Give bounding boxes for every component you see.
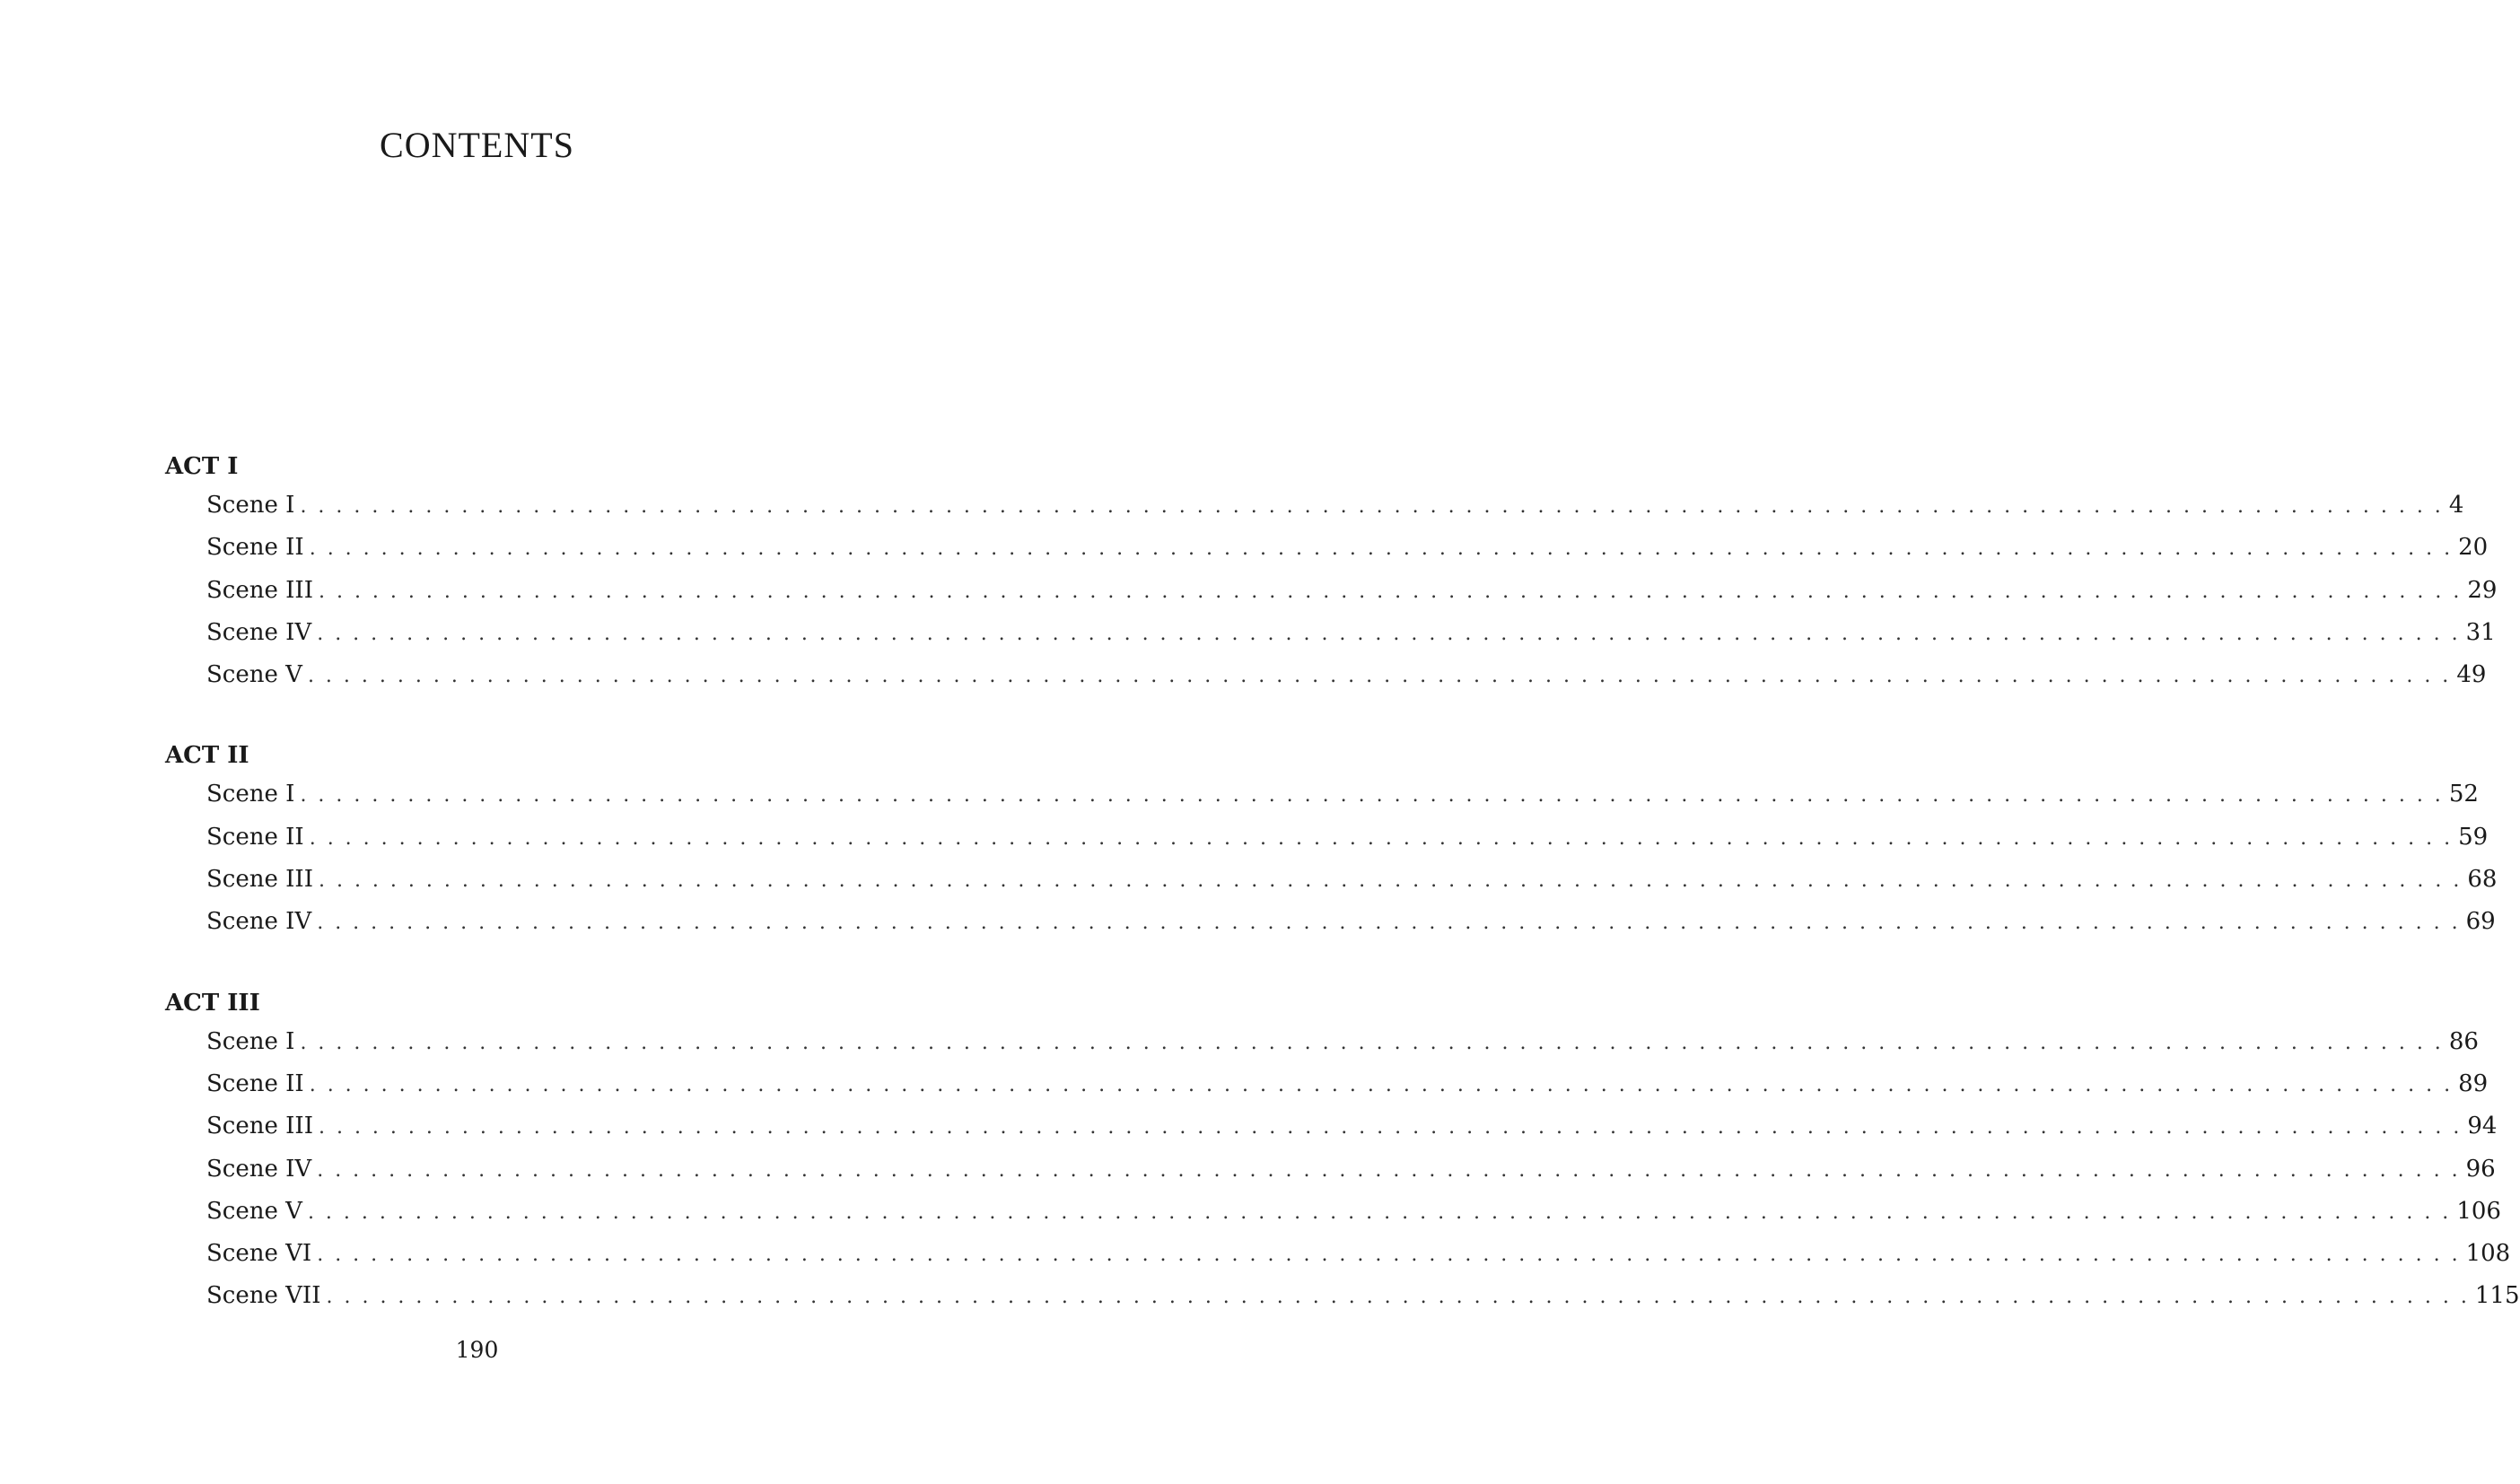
scene-label: Scene III	[206, 576, 313, 604]
toc-entry[interactable]	[206, 570, 2498, 612]
scene-label: Scene III	[206, 1113, 313, 1140]
dot-leader: . . . . . . . . . . . . . . . . . . . . . . . . . . . . . . . . . . . . . . . . . . . . . . . . . . . . . . . . . . . . . . . . . . . . . . . . . . . . . . . . . . . . . . . . . . . . . . . . . . . . . . . . . . . . . . . . . . . . . . . .	[309, 537, 2454, 561]
page-ref: 106	[2456, 1197, 2501, 1225]
toc-entry[interactable]	[206, 1191, 2501, 1233]
scene-label: Scene IV	[206, 1155, 312, 1183]
dot-leader: . . . . . . . . . . . . . . . . . . . . . . . . . . . . . . . . . . . . . . . . . . . . . . . . . . . . . . . . . . . . . . . . . . . . . . . . . . . . . . . . . . . . . . . . . . . . . . . . . . . . . . . . . . . . . . . . . . . . . . . .	[317, 622, 2461, 645]
scene-label: Scene II	[206, 534, 304, 562]
toc-entry[interactable]	[206, 901, 2496, 943]
dot-leader: . . . . . . . . . . . . . . . . . . . . . . . . . . . . . . . . . . . . . . . . . . . . . . . . . . . . . . . . . . . . . . . . . . . . . . . . . . . . . . . . . . . . . . . . . . . . . . . . . . . . . . . . . . . . . . . . . . . . . . . .	[318, 1116, 2463, 1139]
toc-entry[interactable]	[206, 1233, 2511, 1275]
toc-entry[interactable]	[206, 654, 2487, 696]
page-ref: 115	[2474, 1282, 2520, 1310]
dot-leader: . . . . . . . . . . . . . . . . . . . . . . . . . . . . . . . . . . . . . . . . . . . . . . . . . . . . . . . . . . . . . . . . . . . . . . . . . . . . . . . . . . . . . . . . . . . . . . . . . . . . . . . . . . . . . . . . . . . . . . . .	[318, 869, 2463, 893]
toc-entry[interactable]	[206, 1063, 2489, 1105]
page-ref: 59	[2458, 823, 2489, 851]
page-ref: 86	[2448, 1027, 2479, 1055]
scene-label: Scene VII	[206, 1282, 321, 1310]
page-ref: 49	[2456, 661, 2487, 689]
toc-entry[interactable]	[206, 1148, 2496, 1191]
page-ref: 108	[2465, 1240, 2511, 1268]
toc-entry[interactable]	[206, 816, 2489, 859]
table-of-contents	[165, 449, 2520, 1359]
toc-entry[interactable]	[206, 1021, 2479, 1063]
page-ref: 29	[2467, 576, 2498, 604]
toc-entry[interactable]	[206, 612, 2496, 654]
scene-label: Scene I	[206, 781, 295, 808]
page-ref: 4	[2448, 492, 2464, 519]
act-heading: ACT III	[165, 989, 260, 1017]
scene-label: Scene VI	[206, 1240, 312, 1268]
scene-label: Scene II	[206, 1069, 304, 1097]
dot-leader: . . . . . . . . . . . . . . . . . . . . . . . . . . . . . . . . . . . . . . . . . . . . . . . . . . . . . . . . . . . . . . . . . . . . . . . . . . . . . . . . . . . . . . . . . . . . . . . . . . . . . . . . . . . . . . . . . . . . . . . .	[309, 1073, 2454, 1096]
dot-leader: . . . . . . . . . . . . . . . . . . . . . . . . . . . . . . . . . . . . . . . . . . . . . . . . . . . . . . . . . . . . . . . . . . . . . . . . . . . . . . . . . . . . . . . . . . . . . . . . . . . . . . . . . . . . . . . . . . . . . . . .	[307, 665, 2452, 688]
toc-entry[interactable]	[206, 1275, 2520, 1317]
page-ref: 69	[2465, 908, 2496, 936]
page-ref: 89	[2458, 1069, 2489, 1097]
toc-entry[interactable]	[206, 1105, 2498, 1148]
dot-leader: . . . . . . . . . . . . . . . . . . . . . . . . . . . . . . . . . . . . . . . . . . . . . . . . . . . . . . . . . . . . . . . . . . . . . . . . . . . . . . . . . . . . . . . . . . . . . . . . . . . . . . . . . . . . . . . . . . . . . . . .	[317, 1244, 2461, 1267]
dot-leader: . . . . . . . . . . . . . . . . . . . . . . . . . . . . . . . . . . . . . . . . . . . . . . . . . . . . . . . . . . . . . . . . . . . . . . . . . . . . . . . . . . . . . . . . . . . . . . . . . . . . . . . . . . . . . . . . . . . . . . . .	[317, 912, 2461, 935]
toc-entry[interactable]	[206, 527, 2489, 569]
scene-label: Scene V	[206, 661, 302, 689]
scene-label: Scene III	[206, 866, 313, 894]
act-section	[165, 449, 2498, 696]
page-ref: 20	[2458, 534, 2489, 562]
page-ref: 52	[2448, 781, 2479, 808]
toc-entry[interactable]	[206, 773, 2479, 816]
act-heading: ACT II	[165, 742, 249, 770]
act-section	[165, 738, 2498, 943]
toc-entry[interactable]	[206, 859, 2498, 901]
dot-leader: . . . . . . . . . . . . . . . . . . . . . . . . . . . . . . . . . . . . . . . . . . . . . . . . . . . . . . . . . . . . . . . . . . . . . . . . . . . . . . . . . . . . . . . . . . . . . . . . . . . . . . . . . . . . . . . . . . . . . . . .	[309, 826, 2454, 850]
dot-leader: . . . . . . . . . . . . . . . . . . . . . . . . . . . . . . . . . . . . . . . . . . . . . . . . . . . . . . . . . . . . . . . . . . . . . . . . . . . . . . . . . . . . . . . . . . . . . . . . . . . . . . . . . . . . . . . . . . . . . . . .	[318, 580, 2463, 603]
scene-label: Scene I	[206, 492, 295, 519]
dot-leader: . . . . . . . . . . . . . . . . . . . . . . . . . . . . . . . . . . . . . . . . . . . . . . . . . . . . . . . . . . . . . . . . . . . . . . . . . . . . . . . . . . . . . . . . . . . . . . . . . . . . . . . . . . . . . . . . . . . . . . . .	[317, 1158, 2461, 1182]
act-section	[165, 985, 2520, 1318]
act-heading: ACT I	[165, 453, 239, 480]
page-ref: 68	[2467, 866, 2498, 894]
dot-leader: . . . . . . . . . . . . . . . . . . . . . . . . . . . . . . . . . . . . . . . . . . . . . . . . . . . . . . . . . . . . . . . . . . . . . . . . . . . . . . . . . . . . . . . . . . . . . . . . . . . . . . . . . . . . . . . . . . . . . . . .	[300, 1031, 2444, 1054]
page-ref: 96	[2465, 1155, 2496, 1183]
toc-entry[interactable]	[206, 484, 2464, 527]
scene-label: Scene II	[206, 823, 304, 851]
dot-leader: . . . . . . . . . . . . . . . . . . . . . . . . . . . . . . . . . . . . . . . . . . . . . . . . . . . . . . . . . . . . . . . . . . . . . . . . . . . . . . . . . . . . . . . . . . . . . . . . . . . . . . . . . . . . . . . . . . . . . . . .	[300, 495, 2444, 518]
scene-label: Scene IV	[206, 618, 312, 646]
page-title: CONTENTS	[380, 125, 574, 165]
page-number: 190	[455, 1337, 499, 1363]
scene-label: Scene V	[206, 1197, 302, 1225]
page-ref: 31	[2465, 618, 2496, 646]
scene-label: Scene I	[206, 1027, 295, 1055]
dot-leader: . . . . . . . . . . . . . . . . . . . . . . . . . . . . . . . . . . . . . . . . . . . . . . . . . . . . . . . . . . . . . . . . . . . . . . . . . . . . . . . . . . . . . . . . . . . . . . . . . . . . . . . . . . . . . . . . . . . . . . . .	[300, 784, 2444, 807]
page-ref: 94	[2467, 1113, 2498, 1140]
scene-label: Scene IV	[206, 908, 312, 936]
dot-leader: . . . . . . . . . . . . . . . . . . . . . . . . . . . . . . . . . . . . . . . . . . . . . . . . . . . . . . . . . . . . . . . . . . . . . . . . . . . . . . . . . . . . . . . . . . . . . . . . . . . . . . . . . . . . . . . . . . . . . . . .	[307, 1200, 2452, 1224]
dot-leader: . . . . . . . . . . . . . . . . . . . . . . . . . . . . . . . . . . . . . . . . . . . . . . . . . . . . . . . . . . . . . . . . . . . . . . . . . . . . . . . . . . . . . . . . . . . . . . . . . . . . . . . . . . . . . . . . . . . . . . . .	[326, 1286, 2470, 1309]
